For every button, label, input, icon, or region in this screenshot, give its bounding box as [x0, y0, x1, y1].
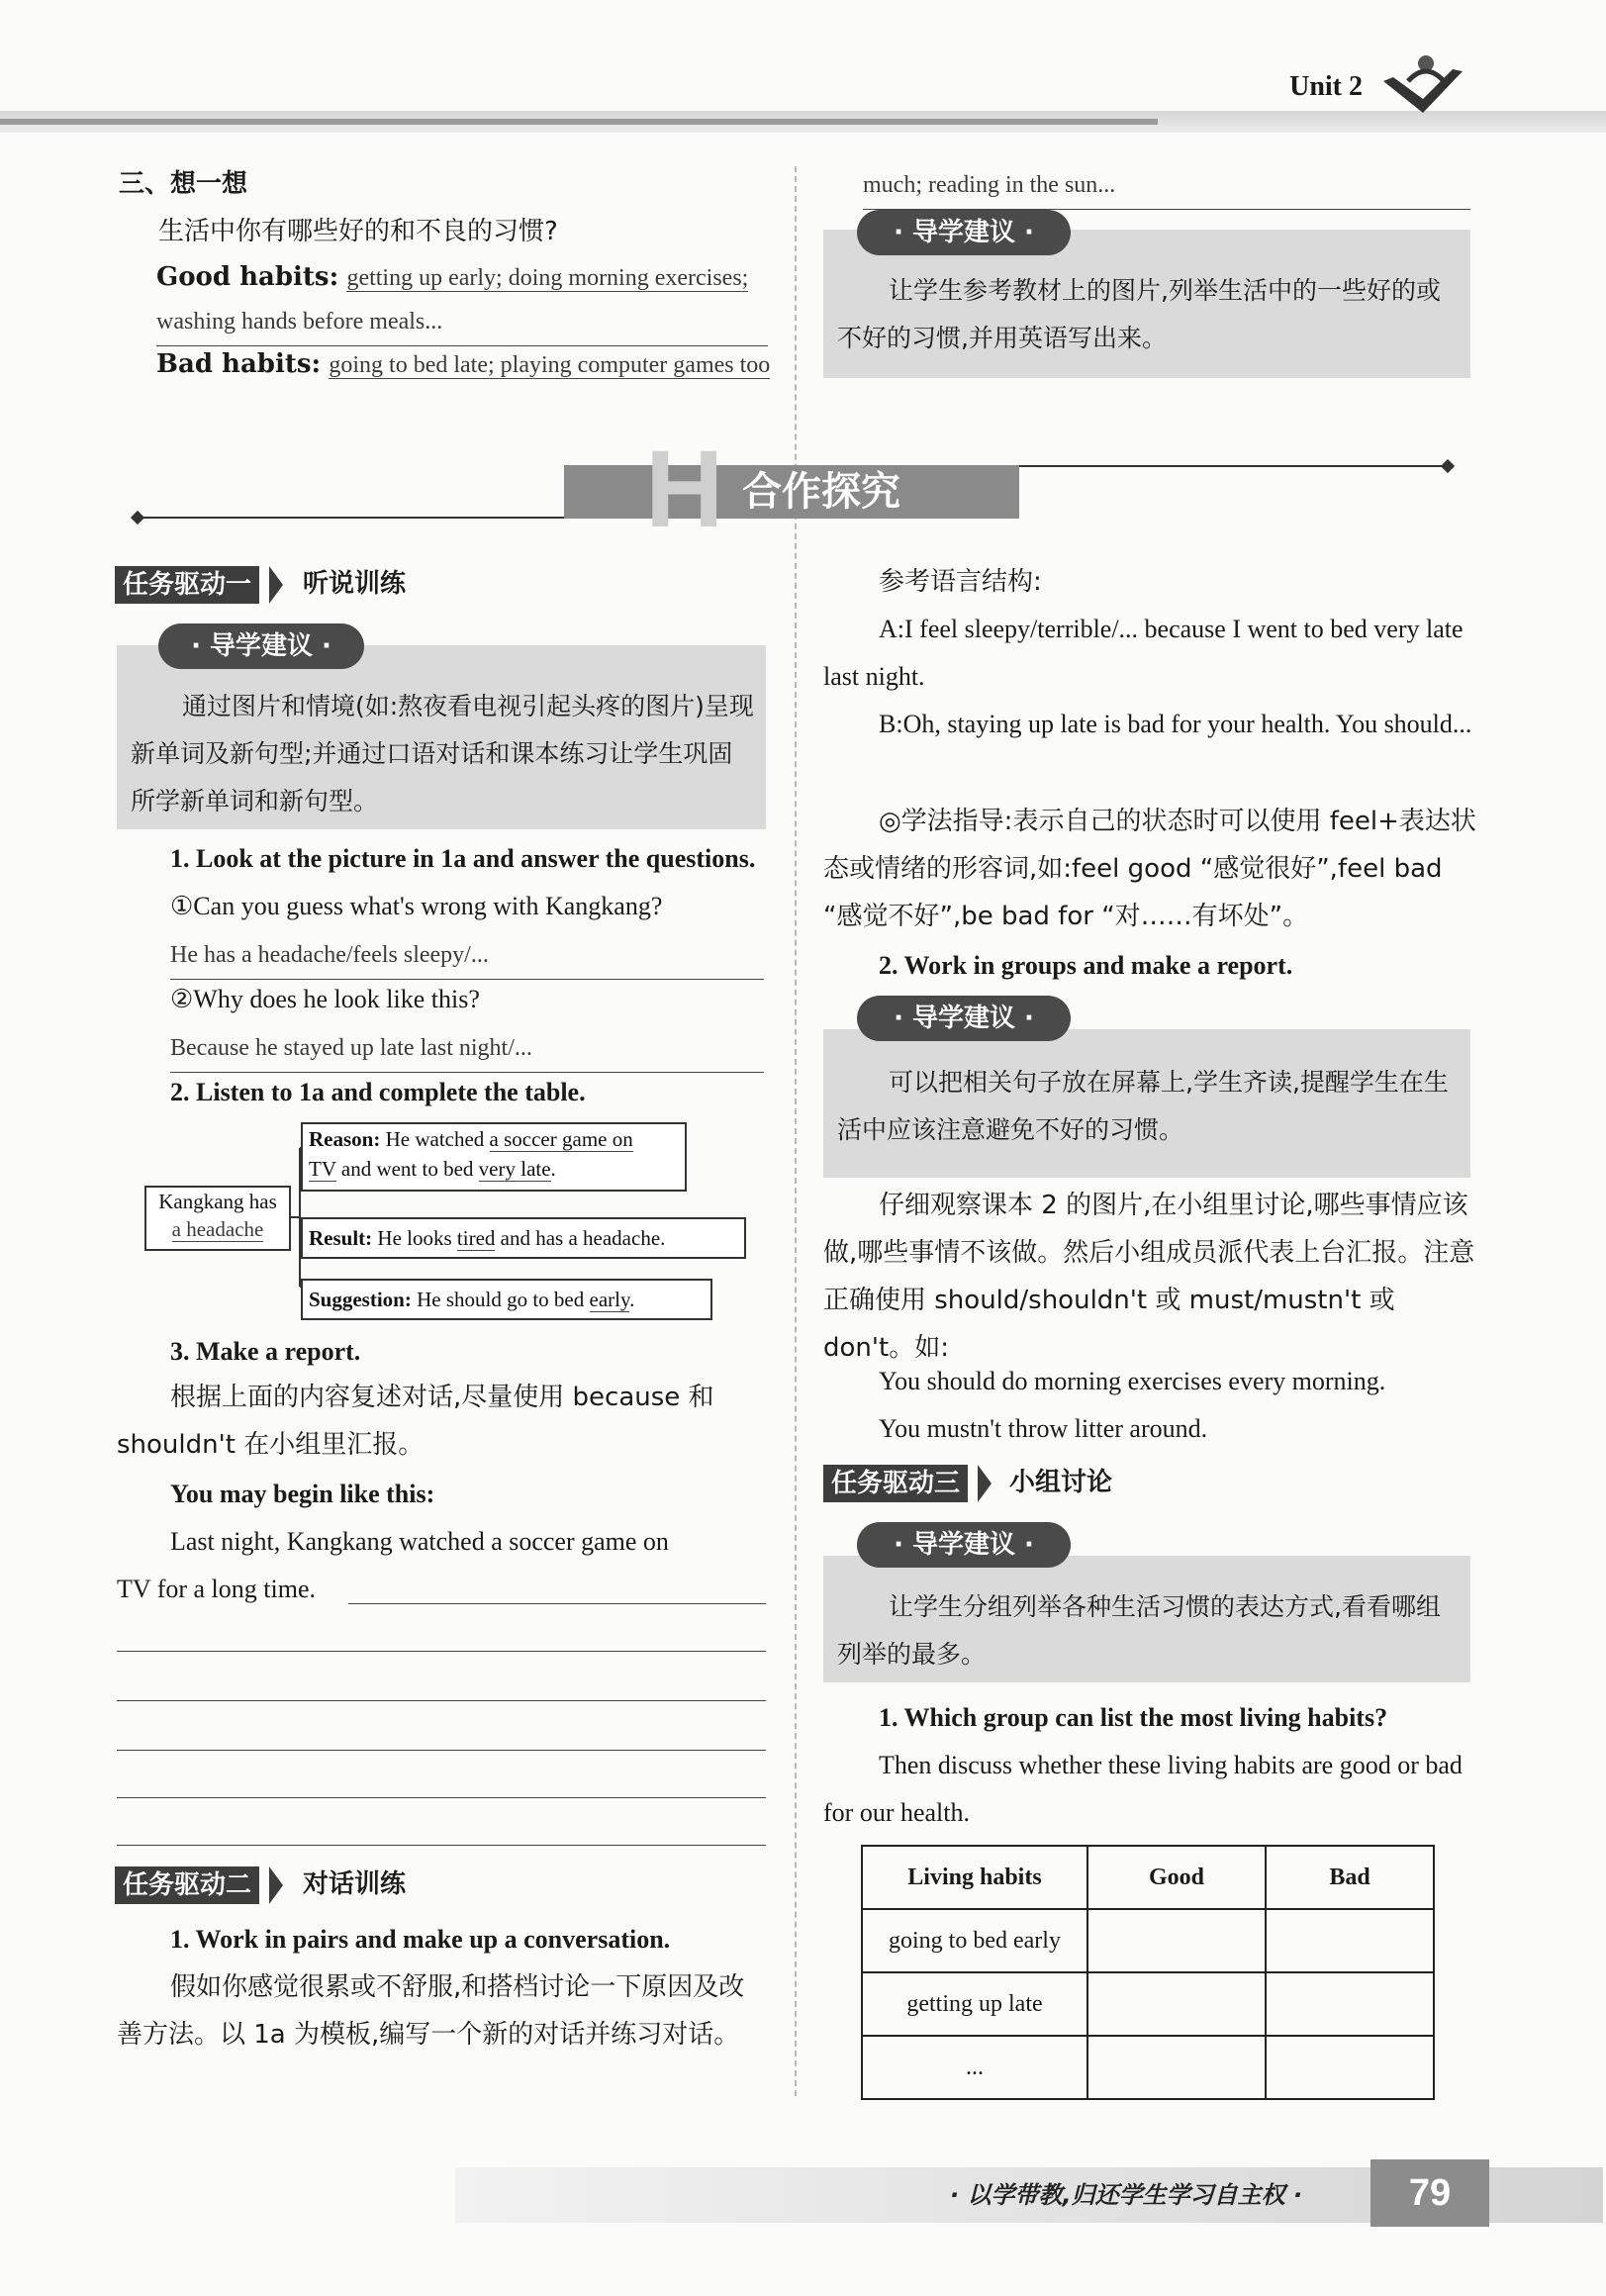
table-cell[interactable]	[1087, 1909, 1266, 1972]
method-tip: ◎学法指导:表示自己的状态时可以使用 feel+表达状态或情绪的形容词,如:feel good “感觉很好”,feel bad “感觉不好”,be bad for “对……有坏处”。	[823, 807, 1476, 931]
column-divider	[795, 166, 797, 2096]
table-cell[interactable]	[1266, 1909, 1434, 1972]
tip-text-task1: 通过图片和情境(如:熬夜看电视引起头疼的图片)呈现新单词及新句型;并通过口语对话和课本练习让学生巩固所学新单词和新句型。	[131, 692, 754, 815]
table-header: Living habits	[862, 1846, 1087, 1909]
table-cell[interactable]	[1087, 1972, 1266, 2036]
tip-label-mid: · 导学建议 ·	[857, 996, 1071, 1041]
result-text-2: and has a headache.	[500, 1226, 666, 1250]
q3-text: 根据上面的内容复述对话,尽量使用 because 和 shouldn't 在小组里汇报。	[117, 1383, 714, 1460]
task3-q1-title: 1. Which group can list the most living habits?	[879, 1703, 1388, 1732]
book-logo-icon	[1378, 51, 1467, 121]
ref-b: B:Oh, staying up late is bad for your health. You should...	[879, 710, 1472, 738]
q3-title: 3. Make a report.	[170, 1337, 361, 1366]
kangkang-box	[144, 1186, 291, 1251]
reason-text-2: and went to bed	[340, 1157, 474, 1181]
observe-text: 仔细观察课本 2 的图片,在小组里讨论,哪些事情应该做,哪些事情不该做。然后小组成员派代表上台汇报。注意正确使用 should/shouldn't 或 must/mustn't 或 don't。如:	[823, 1191, 1475, 1363]
section-letter: H	[645, 429, 724, 550]
suggestion-answer: early	[589, 1288, 630, 1311]
begin-label: You may begin like this:	[170, 1480, 435, 1508]
reason-answer-3: very late	[478, 1157, 551, 1181]
good-habits-answer-2: washing hands before meals...	[156, 298, 768, 346]
section-rule-right	[1019, 465, 1451, 467]
section-rule-left	[139, 517, 574, 519]
q1-a-answer: He has a headache/feels sleepy/...	[170, 931, 764, 980]
table-row	[862, 2036, 1434, 2099]
tip-text-mid: 可以把相关句子放在屏幕上,学生齐读,提醒学生在生活中应该注意避免不好的习惯。	[837, 1068, 1449, 1144]
table-cell: going to bed early	[862, 1909, 1087, 1972]
reason-answer-2: TV	[309, 1157, 336, 1181]
result-answer: tired	[456, 1226, 496, 1250]
section-diamond-right	[1441, 459, 1455, 473]
suggestion-text: He should go to bed	[417, 1288, 585, 1311]
tip-label-top: · 导学建议 ·	[857, 210, 1071, 255]
q1-a: ①Can you guess what's wrong with Kangkang?	[170, 892, 663, 920]
begin-text-1: Last night, Kangkang watched a soccer game on	[170, 1527, 669, 1556]
habits-table	[861, 1845, 1435, 2100]
suggestion-label: Suggestion:	[309, 1288, 412, 1311]
q1-b-answer: Because he stayed up late last night/...	[170, 1024, 764, 1073]
ref-a: A:I feel sleepy/terrible/... because I went to bed very late last night.	[823, 615, 1464, 691]
page-number: 79	[1370, 2159, 1489, 2227]
task3-arrow-icon	[978, 1465, 992, 1502]
task3-tag: 任务驱动三	[823, 1465, 968, 1502]
task2-q1-text: 假如你感觉很累或不舒服,和搭档讨论一下原因及改善方法。以 1a 为模板,编写一个新的对话并练习对话。	[117, 1972, 745, 2050]
table-row	[862, 1909, 1434, 1972]
section-title: 合作探究	[742, 469, 900, 515]
report-line-6[interactable]	[117, 1845, 766, 1846]
table-cell[interactable]	[1266, 1972, 1434, 2036]
q1-b: ②Why does he look like this?	[170, 985, 480, 1013]
task2-q1-title: 1. Work in pairs and make up a conversation.	[170, 1925, 671, 1954]
reason-answer-1: a soccer game on	[489, 1127, 633, 1151]
task3-q1-text: Then discuss whether these living habits are good or bad for our health.	[823, 1751, 1463, 1827]
table-cell: ...	[862, 2036, 1087, 2099]
tip-text-top: 让学生参考教材上的图片,列举生活中的一些好的或不好的习惯,并用英语写出来。	[837, 276, 1441, 352]
result-label: Result:	[309, 1226, 373, 1250]
q2-group-title: 2. Work in groups and make a report.	[879, 951, 1293, 980]
good-habits-answer: getting up early; doing morning exercises;	[346, 265, 749, 291]
table-cell[interactable]	[1266, 2036, 1434, 2099]
table-cell: getting up late	[862, 1972, 1087, 2036]
table-header: Good	[1087, 1846, 1266, 1909]
kangkang-answer: a headache	[171, 1217, 264, 1241]
think-question: 生活中你有哪些好的和不良的习惯?	[158, 217, 558, 246]
begin-text-2: TV for a long time.	[117, 1575, 316, 1603]
report-line-1[interactable]	[348, 1603, 766, 1604]
think-heading: 三、想一想	[119, 169, 248, 199]
example-1: You should do morning exercises every morning.	[879, 1367, 1386, 1395]
ref-label: 参考语言结构:	[879, 567, 1042, 597]
unit-label: Unit 2	[1289, 71, 1363, 102]
tip-text-task3: 让学生分组列举各种生活习惯的表达方式,看看哪组列举的最多。	[837, 1592, 1441, 1669]
reason-text-1: He watched	[385, 1127, 485, 1151]
report-line-3[interactable]	[117, 1700, 766, 1701]
report-line-4[interactable]	[117, 1750, 766, 1751]
task1-tag: 任务驱动一	[115, 566, 259, 604]
q2-title: 2. Listen to 1a and complete the table.	[170, 1078, 586, 1106]
good-habits-label: Good habits:	[156, 262, 339, 292]
table-row	[862, 1972, 1434, 2036]
report-line-2[interactable]	[117, 1651, 766, 1652]
table-header-row	[862, 1846, 1434, 1909]
task2-arrow-icon	[269, 1866, 283, 1904]
tip-label-task3: · 导学建议 ·	[857, 1522, 1071, 1568]
reason-box: Reason: He watched a soccer game on TV and went to bed very late.	[301, 1122, 687, 1192]
bad-habits-answer-2: much; reading in the sun...	[863, 161, 1470, 210]
tip-label-task1: · 导学建议 ·	[158, 623, 364, 669]
task3-title: 小组讨论	[1009, 1468, 1113, 1497]
bad-habits-label: Bad habits:	[156, 349, 322, 379]
suggestion-box: Suggestion: He should go to bed early.	[301, 1279, 712, 1320]
task2-title: 对话训练	[303, 1869, 407, 1899]
task1-title: 听说训练	[303, 569, 407, 599]
task1-arrow-icon	[269, 566, 283, 604]
report-line-5[interactable]	[117, 1797, 766, 1798]
task2-tag: 任务驱动二	[115, 1866, 259, 1904]
table-cell[interactable]	[1087, 2036, 1266, 2099]
header-rule	[0, 119, 1158, 125]
table-header: Bad	[1266, 1846, 1434, 1909]
result-text-1: He looks	[377, 1226, 452, 1250]
reason-label: Reason:	[309, 1127, 381, 1151]
q1-title: 1. Look at the picture in 1a and answer the questions.	[170, 844, 756, 873]
result-box	[301, 1217, 746, 1259]
kangkang-label: Kangkang has	[158, 1190, 277, 1213]
bad-habits-answer: going to bed late; playing computer games too	[329, 352, 771, 378]
footer-slogan: · 以学带教,归还学生学习自主权 ·	[950, 2181, 1303, 2209]
example-2: You mustn't throw litter around.	[879, 1414, 1208, 1443]
